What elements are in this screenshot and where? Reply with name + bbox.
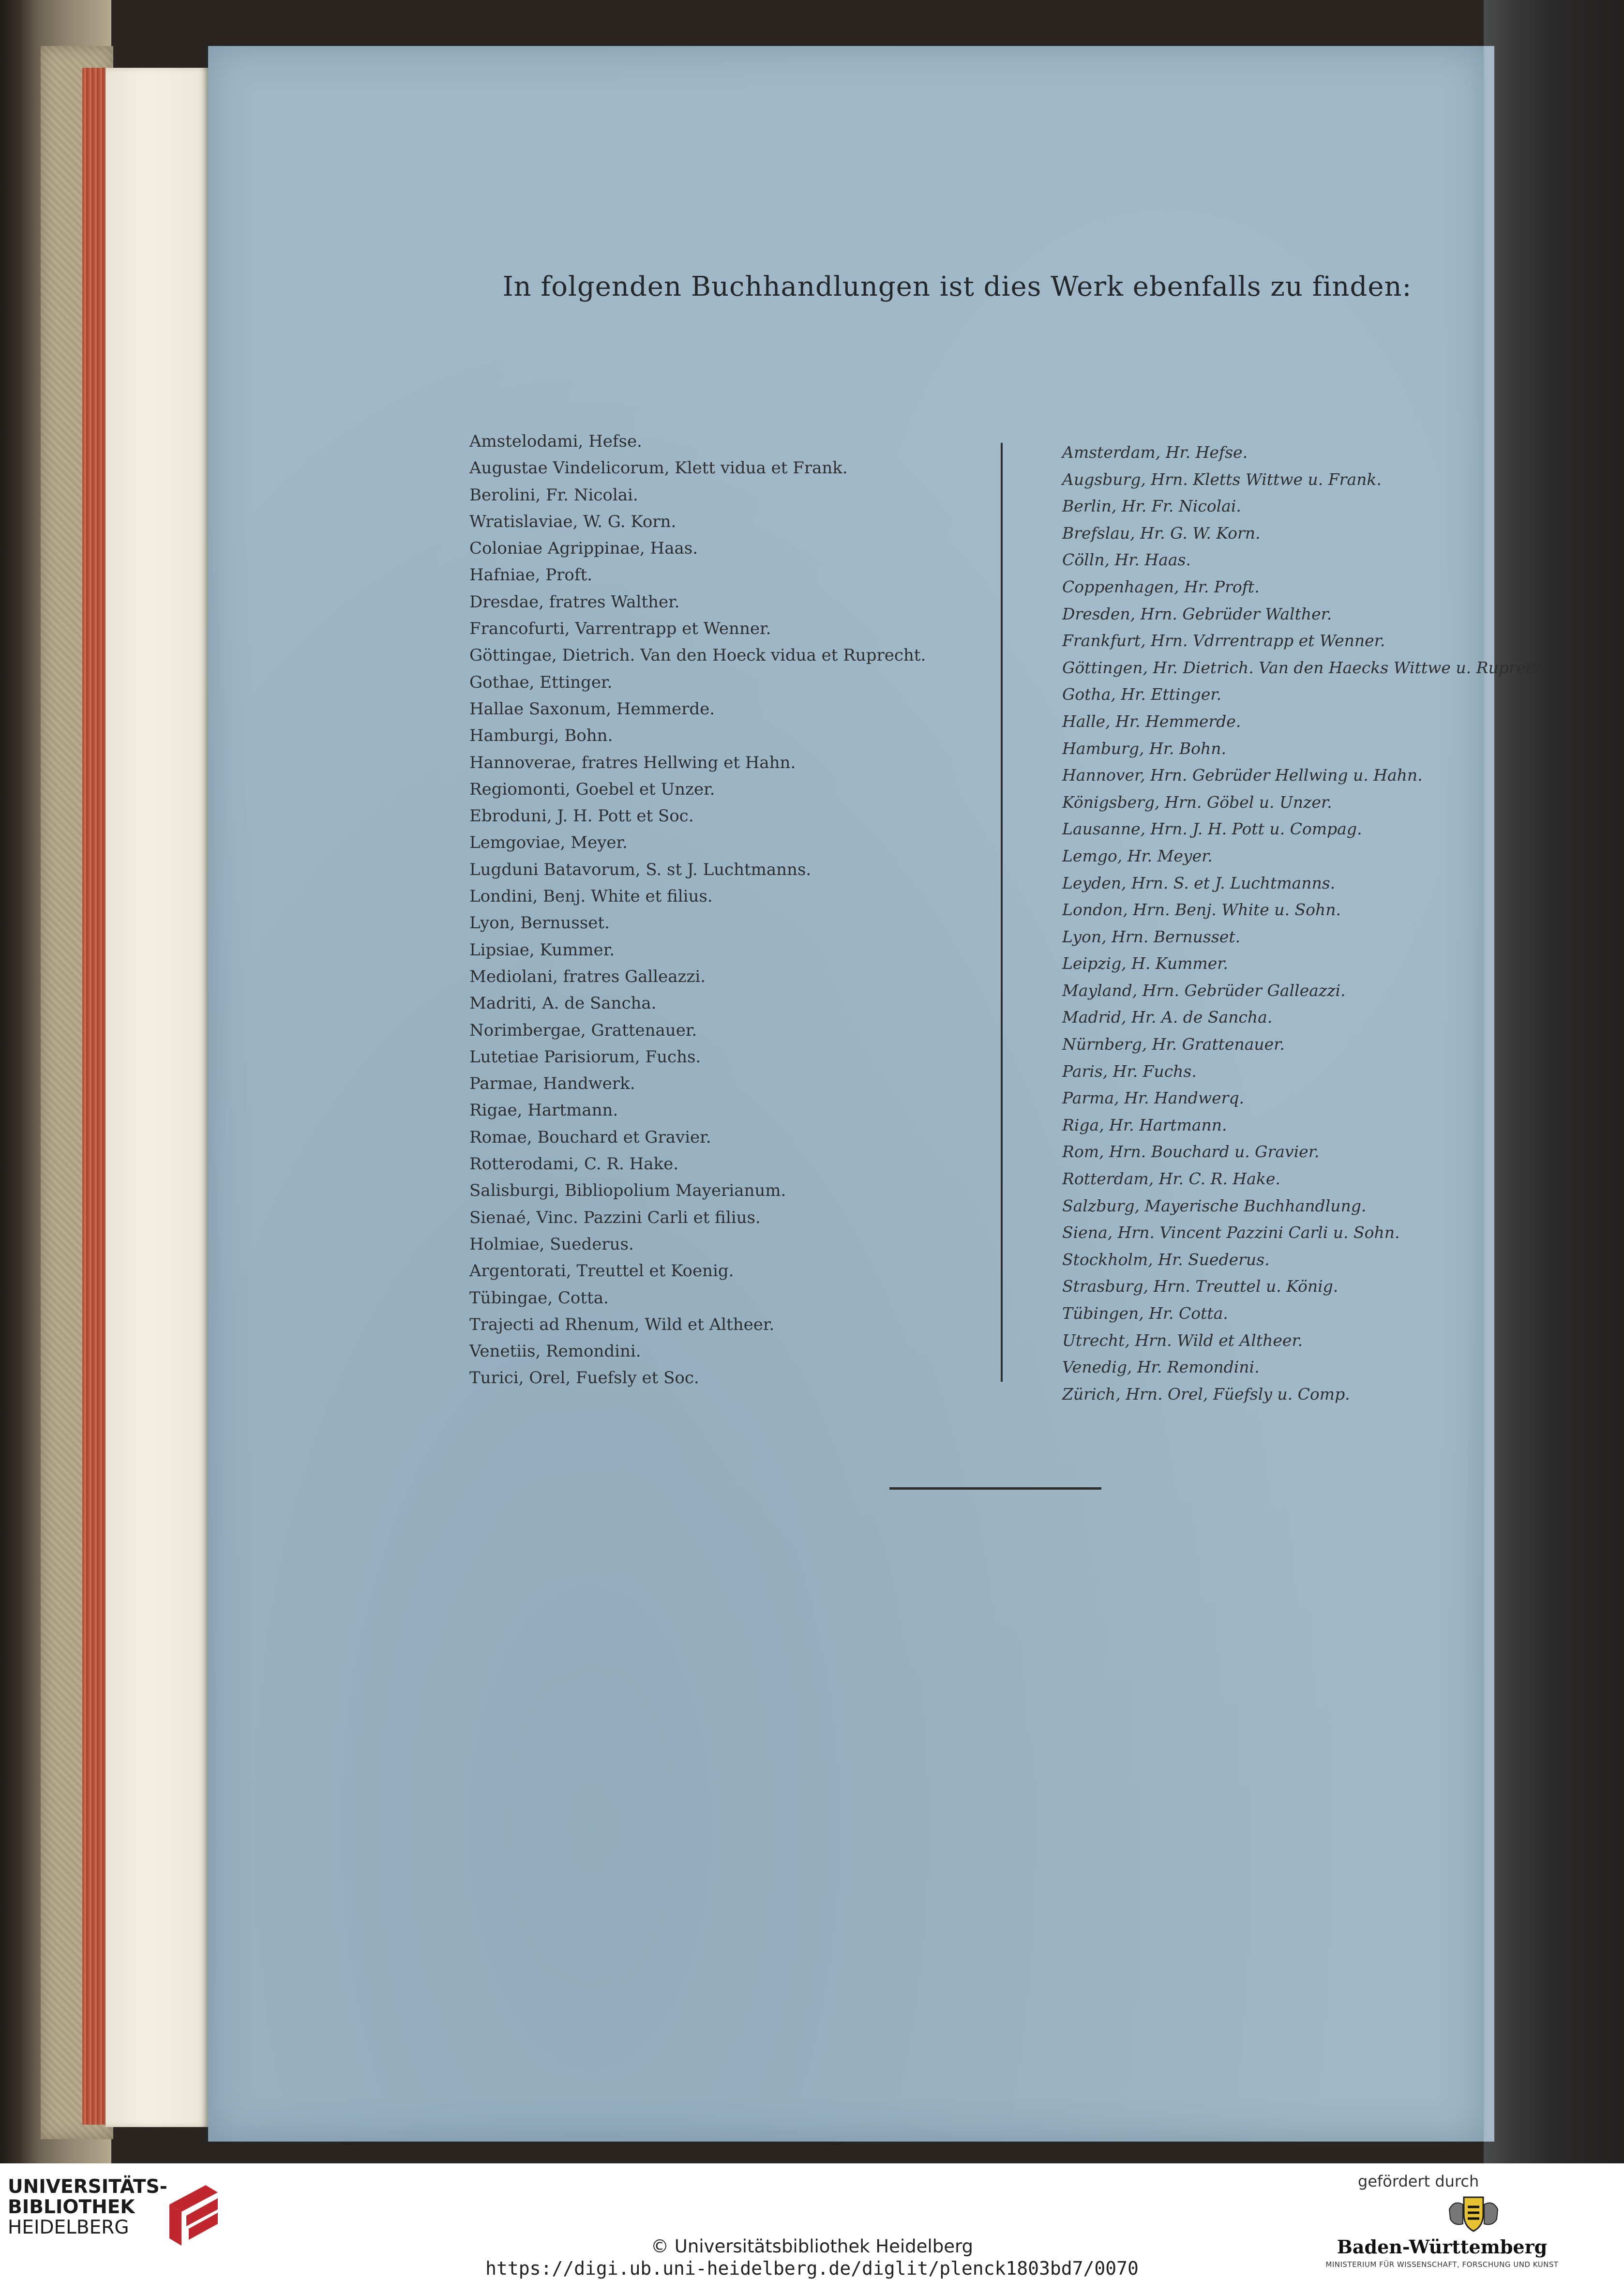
page-heading: In folgenden Buchhandlungen ist dies Werk ebenfalls zu finden: xyxy=(502,271,1412,302)
german-entry: Paris, Hr. Fuchs. xyxy=(1062,1061,1197,1081)
library-line-2: BIBLIOTHEK xyxy=(8,2196,135,2218)
german-entry: Siena, Hrn. Vincent Pazzini Carli u. Sohn. xyxy=(1062,1223,1400,1242)
german-entry: Rom, Hrn. Bouchard u. Gravier. xyxy=(1062,1142,1320,1162)
german-entry: Mayland, Hrn. Gebrüder Galleazzi. xyxy=(1062,981,1346,1000)
latin-entry: Rotterodami, C. R. Hake. xyxy=(469,1154,679,1174)
latin-entry: Norimbergae, Grattenauer. xyxy=(469,1020,697,1040)
german-entry: Amsterdam, Hr. Hefse. xyxy=(1062,443,1248,462)
coat-of-arms-icon xyxy=(1444,2192,1503,2234)
german-entry: Coppenhagen, Hr. Proft. xyxy=(1062,577,1260,596)
latin-entry: Salisburgi, Bibliopolium Mayerianum. xyxy=(469,1181,786,1201)
red-page-edge xyxy=(82,68,105,2125)
latin-entry: Lemgoviae, Meyer. xyxy=(469,833,628,853)
funded-by-label: gefördert durch xyxy=(1358,2172,1479,2190)
german-entry: Gotha, Hr. Ettinger. xyxy=(1062,685,1222,704)
german-entry: Rotterdam, Hr. C. R. Hake. xyxy=(1062,1169,1280,1189)
latin-entry: Holmiae, Suederus. xyxy=(469,1234,634,1254)
latin-entry: Lipsiae, Kummer. xyxy=(469,940,615,960)
german-entry: Parma, Hr. Handwerq. xyxy=(1062,1088,1245,1108)
german-entry: Strasburg, Hrn. Treuttel u. König. xyxy=(1062,1277,1338,1296)
latin-entry: Augustae Vindelicorum, Klett vidua et Frank. xyxy=(469,458,848,478)
latin-entry: Londini, Benj. White et filius. xyxy=(469,887,713,906)
german-entry: Berlin, Hr. Fr. Nicolai. xyxy=(1062,497,1241,516)
latin-entry: Berolini, Fr. Nicolai. xyxy=(469,485,638,505)
german-entry: Halle, Hr. Hemmerde. xyxy=(1062,711,1241,731)
german-entry: Cölln, Hr. Haas. xyxy=(1062,550,1191,570)
german-booksellers-list xyxy=(1062,439,1575,1407)
german-entry: Lausanne, Hrn. J. H. Pott u. Compag. xyxy=(1062,819,1362,839)
latin-entry: Parmae, Handwerk. xyxy=(469,1074,635,1094)
latin-entry: Lyon, Bernusset. xyxy=(469,913,610,933)
funder-name: Baden-Württemberg xyxy=(1337,2236,1548,2258)
german-entry: Augsburg, Hrn. Kletts Wittwe u. Frank. xyxy=(1062,469,1382,489)
german-entry: Hannover, Hrn. Gebrüder Hellwing u. Hahn. xyxy=(1062,766,1423,785)
german-entry: Göttingen, Hr. Dietrich. Van den Haecks Wittwe u. Ruprecht. xyxy=(1062,658,1557,677)
german-entry: Brefslau, Hr. G. W. Korn. xyxy=(1062,523,1261,543)
column-divider xyxy=(1001,443,1003,1382)
permalink-url[interactable]: https://digi.ub.uni-heidelberg.de/diglit/plenck1803bd7/0070 xyxy=(485,2258,1139,2279)
german-entry: Madrid, Hr. A. de Sancha. xyxy=(1062,1008,1273,1027)
footer-bar xyxy=(0,2163,1624,2280)
german-entry: Frankfurt, Hrn. Vdrrentrapp et Wenner. xyxy=(1062,631,1385,650)
german-entry: Lemgo, Hr. Meyer. xyxy=(1062,846,1213,865)
german-entry: Nürnberg, Hr. Grattenauer. xyxy=(1062,1035,1285,1054)
latin-entry: Venetiis, Remondini. xyxy=(469,1342,641,1361)
latin-entry: Coloniae Agrippinae, Haas. xyxy=(469,539,698,559)
latin-entry: Tübingae, Cotta. xyxy=(469,1288,609,1308)
latin-entry: Regiomonti, Goebel et Unzer. xyxy=(469,779,715,799)
latin-entry: Lugduni Batavorum, S. st J. Luchtmanns. xyxy=(469,860,812,879)
latin-booksellers-list xyxy=(469,428,977,1392)
latin-entry: Francofurti, Varrentrapp et Wenner. xyxy=(469,619,771,639)
latin-entry: Lutetiae Parisiorum, Fuchs. xyxy=(469,1047,701,1067)
latin-entry: Hallae Saxonum, Hemmerde. xyxy=(469,699,715,719)
latin-entry: Amstelodami, Hefse. xyxy=(469,432,642,451)
latin-entry: Ebroduni, J. H. Pott et Soc. xyxy=(469,806,694,826)
german-entry: Tübingen, Hr. Cotta. xyxy=(1062,1304,1228,1323)
latin-entry: Hafniae, Proft. xyxy=(469,565,592,585)
latin-entry: Gothae, Ettinger. xyxy=(469,672,613,692)
latin-entry: Wratislaviae, W. G. Korn. xyxy=(469,512,677,531)
page-stack xyxy=(105,68,212,2127)
latin-entry: Argentorati, Treuttel et Koenig. xyxy=(469,1261,734,1281)
german-entry: Dresden, Hrn. Gebrüder Walther. xyxy=(1062,604,1332,623)
german-entry: Lyon, Hrn. Bernusset. xyxy=(1062,927,1241,946)
german-entry: Leipzig, H. Kummer. xyxy=(1062,954,1228,973)
german-entry: London, Hrn. Benj. White u. Sohn. xyxy=(1062,900,1341,920)
german-entry: Riga, Hr. Hartmann. xyxy=(1062,1115,1227,1134)
funder-ministry: MINISTERIUM FÜR WISSENSCHAFT, FORSCHUNG UND KUNST xyxy=(1325,2260,1559,2269)
latin-entry: Rigae, Hartmann. xyxy=(469,1101,618,1120)
german-entry: Salzburg, Mayerische Buchhandlung. xyxy=(1062,1196,1367,1215)
closing-rule xyxy=(889,1487,1101,1490)
library-logo-text xyxy=(0,2176,167,2238)
copyright-notice: © Universitätsbibliothek Heidelberg xyxy=(650,2236,974,2257)
german-entry: Königsberg, Hrn. Göbel u. Unzer. xyxy=(1062,792,1332,812)
german-entry: Leyden, Hrn. S. et J. Luchtmanns. xyxy=(1062,873,1336,892)
latin-entry: Turici, Orel, Fuefsly et Soc. xyxy=(469,1368,699,1388)
latin-entry: Göttingae, Dietrich. Van den Hoeck vidua et Ruprecht. xyxy=(469,646,926,665)
german-entry: Venedig, Hr. Remondini. xyxy=(1062,1358,1260,1377)
latin-entry: Dresdae, fratres Walther. xyxy=(469,592,680,612)
latin-entry: Trajecti ad Rhenum, Wild et Altheer. xyxy=(469,1314,775,1334)
latin-entry: Sienaé, Vinc. Pazzini Carli et filius. xyxy=(469,1208,761,1227)
german-entry: Utrecht, Hrn. Wild et Altheer. xyxy=(1062,1330,1303,1350)
german-entry: Stockholm, Hr. Suederus. xyxy=(1062,1250,1270,1269)
latin-entry: Hannoverae, fratres Hellwing et Hahn. xyxy=(469,753,796,772)
german-entry: Zürich, Hrn. Orel, Füefsly u. Comp. xyxy=(1062,1384,1350,1404)
latin-entry: Madriti, A. de Sancha. xyxy=(469,994,657,1013)
latin-entry: Mediolani, fratres Galleazzi. xyxy=(469,966,706,986)
latin-entry: Romae, Bouchard et Gravier. xyxy=(469,1127,711,1147)
german-entry: Hamburg, Hr. Bohn. xyxy=(1062,739,1227,758)
latin-entry: Hamburgi, Bohn. xyxy=(469,726,613,746)
library-line-1: UNIVERSITÄTS- xyxy=(8,2176,167,2198)
library-line-3: HEIDELBERG xyxy=(8,2217,129,2238)
